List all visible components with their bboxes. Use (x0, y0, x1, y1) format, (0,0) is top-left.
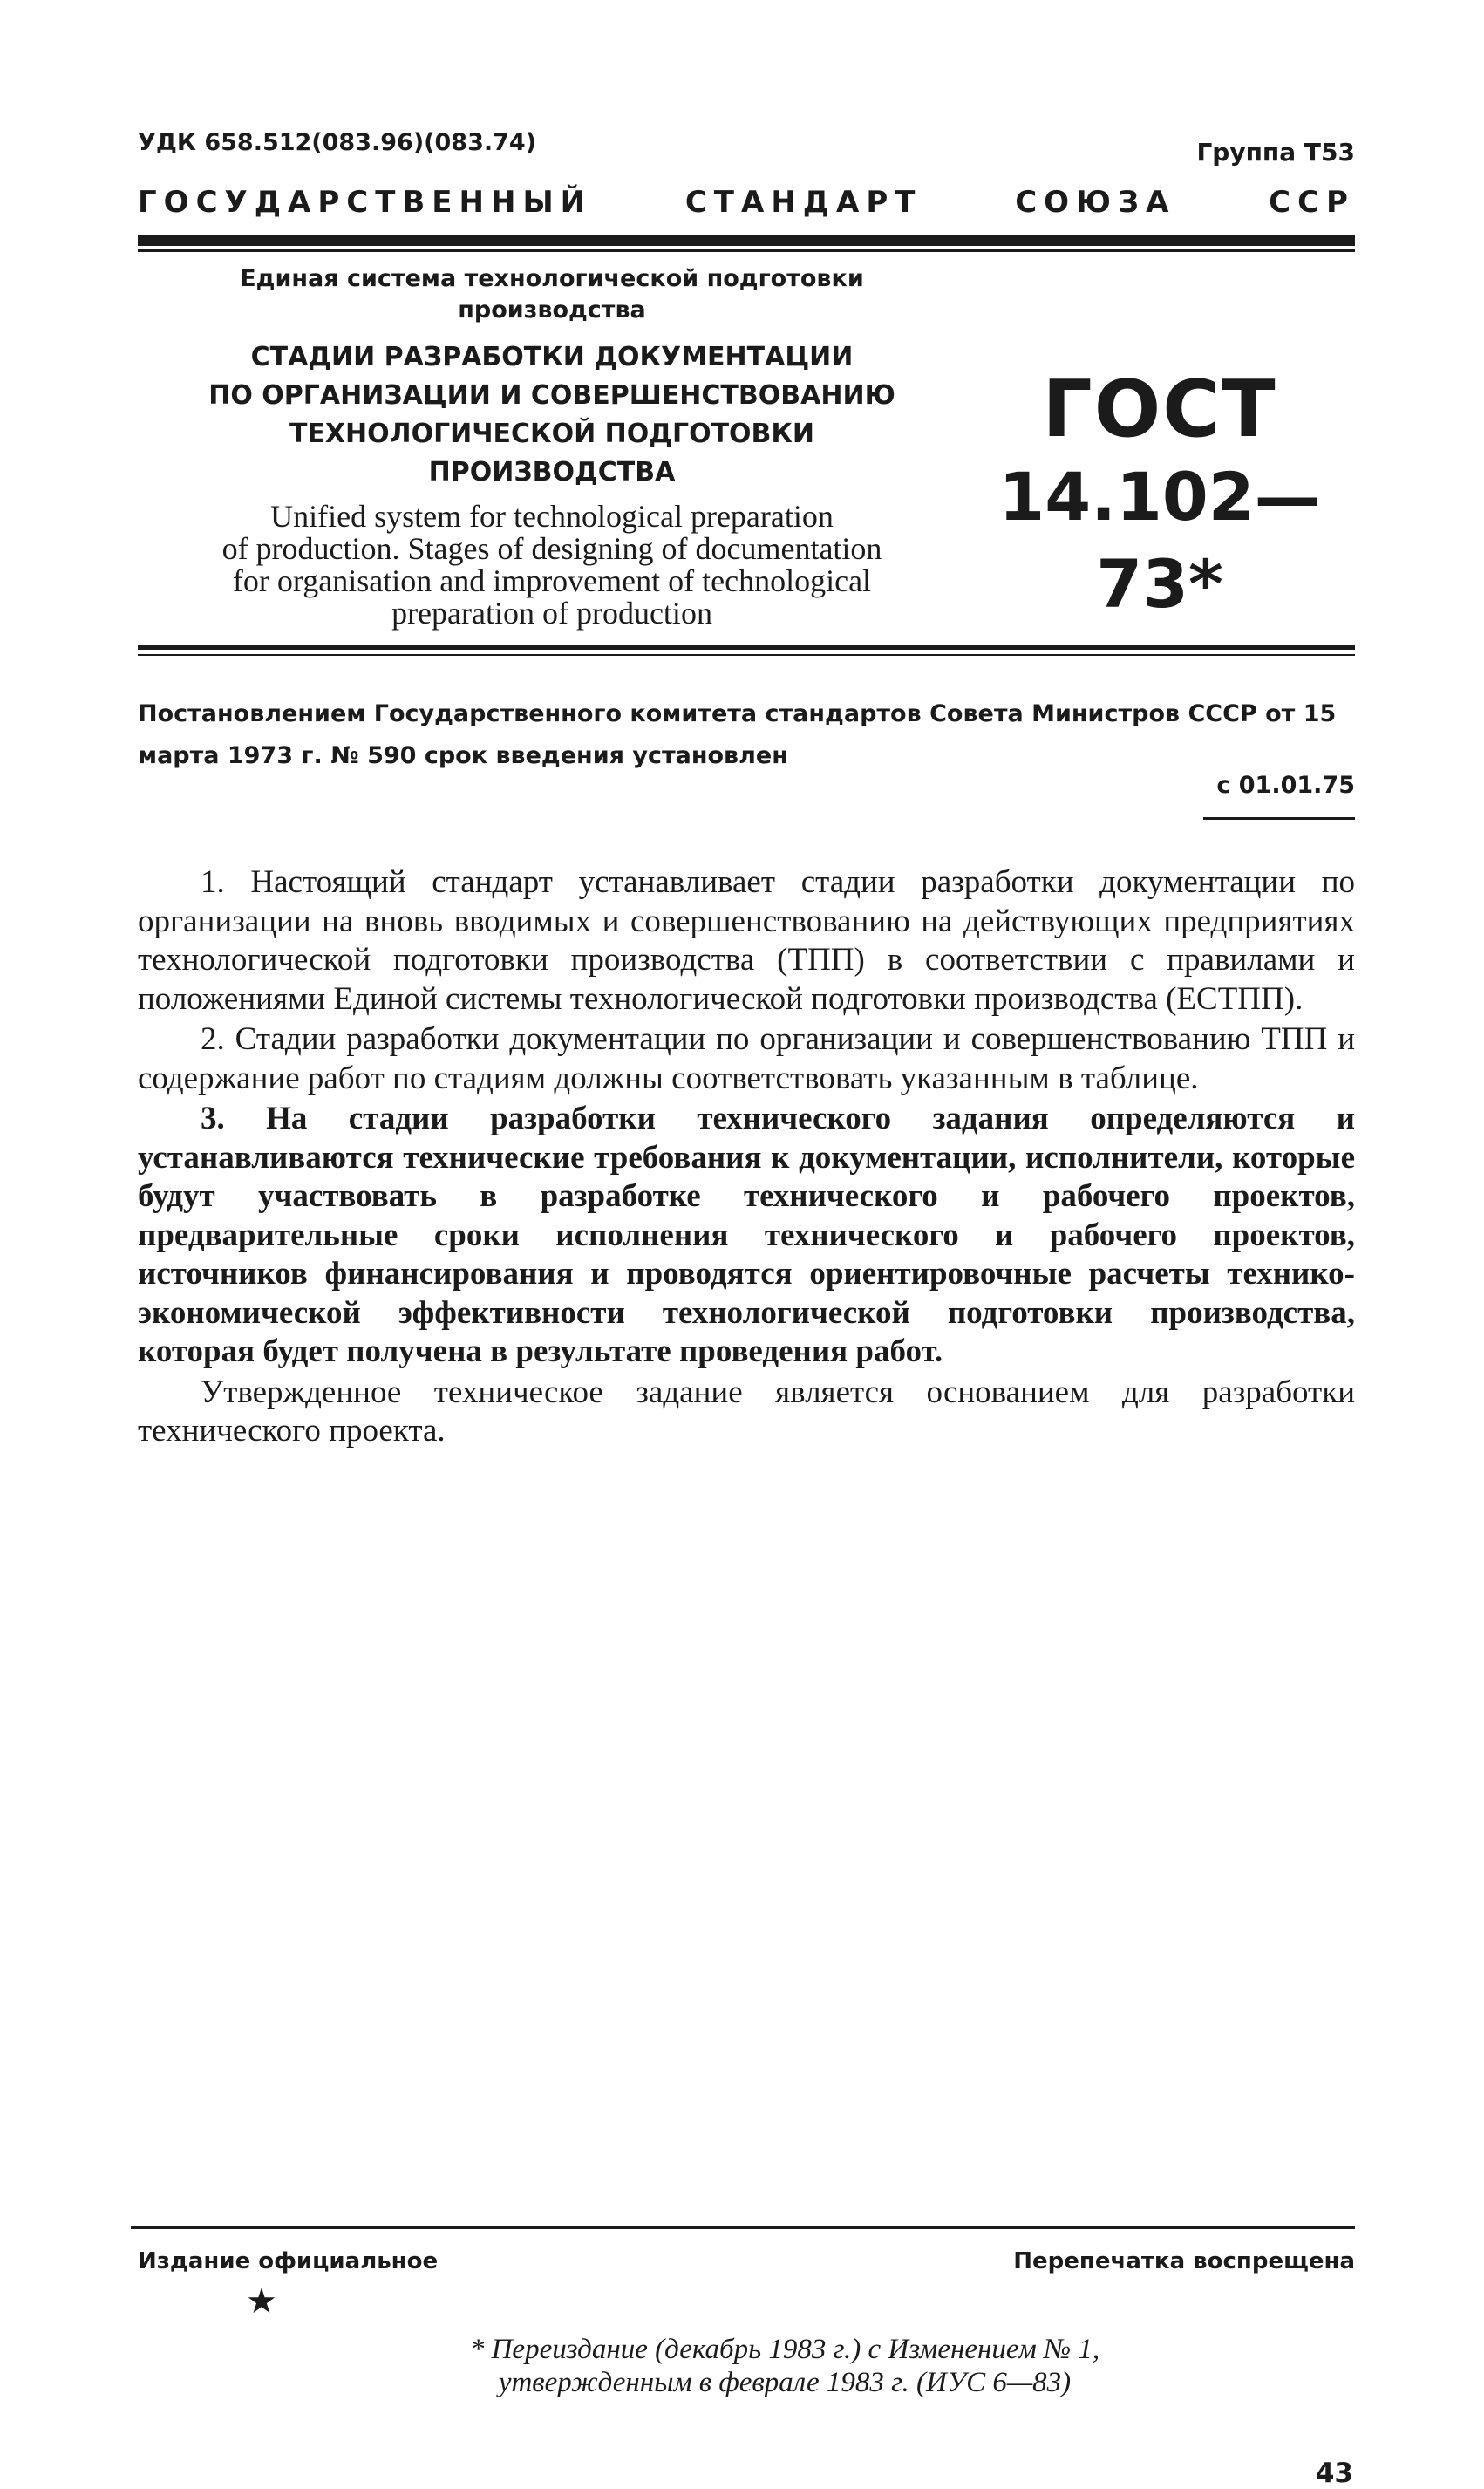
title-divider-thick (138, 645, 1355, 650)
page-number: 43 (1315, 2458, 1353, 2489)
standard-union-heading (138, 185, 1355, 220)
star-icon: ★ (246, 2281, 277, 2322)
document-body (138, 863, 1355, 1453)
date-underline (1203, 817, 1355, 820)
union-word: СОЮЗА (1015, 185, 1176, 220)
title-line: СТАДИИ РАЗРАБОТКИ ДОКУМЕНТАЦИИ (250, 342, 854, 372)
reprint-prohibited: Перепечатка воспрещена (1013, 2248, 1355, 2274)
reissue-line: * Переиздание (декабрь 1983 г.) с Изменением № 1, (469, 2334, 1100, 2365)
title-line: ТЕХНОЛОГИЧЕСКОЙ ПОДГОТОВКИ (289, 419, 815, 449)
reissue-line: утвержденным в феврале 1983 г. (ИУС 6—83) (498, 2367, 1072, 2398)
standard-series (138, 263, 966, 326)
decree-text: Постановлением Государственного комитета стандартов Совета Министров СССР от 15 марта 1973 г. № 590 срок введения установлен (138, 700, 1337, 769)
union-word: ССР (1269, 185, 1355, 220)
effective-date: с 01.01.75 (1216, 772, 1355, 799)
series-line: производства (458, 297, 646, 324)
union-word: ГОСУДАРСТВЕННЫЙ (138, 185, 593, 220)
footer-divider (131, 2226, 1355, 2229)
title-divider-thin (138, 654, 1355, 656)
gost-designation (977, 366, 1343, 628)
header-divider-thick (138, 235, 1355, 246)
reissue-note (349, 2333, 1221, 2399)
title-line: ПО ОРГАНИЗАЦИИ И СОВЕРШЕНСТВОВАНИЮ (208, 380, 895, 411)
standard-title (138, 338, 966, 492)
paragraph-3: 3. На стадии разработки технического задания определяются и устанавливаются технические требования к документации, исполнители, которые будут участвовать в разработке технического и рабочего проектов, предварительные сроки исполнения технического и рабочего проектов, источников финансирования и проводятся ориентировочные расчеты технико-экономической эффективности технологической подготовки производства, которая будет получена в результате проведения работ. (138, 1101, 1355, 1369)
english-line: Unified system for technological preparation (270, 499, 834, 534)
series-line: Единая система технологической подготовки (240, 265, 864, 292)
paragraph-1: 1. Настоящий стандарт устанавливает стадии разработки документации по организации на вновь вводимых и совершенствованию на действующих предприятиях технологической подготовки производства (ТПП) в соответствии с правилами и положениями Единой системы технологической подготовки производства (ЕСТПП). (138, 864, 1355, 1017)
official-edition: Издание официальное (138, 2248, 439, 2274)
header-divider-thin (138, 249, 1355, 252)
gost-label: ГОСТ (1042, 364, 1277, 455)
udk-code: УДК 658.512(083.96)(083.74) (138, 129, 537, 156)
union-word: СТАНДАРТ (684, 185, 922, 220)
gost-number: 14.102—73* (998, 458, 1321, 623)
english-line: preparation of production (391, 596, 712, 631)
group-code: Группа Т53 (1196, 138, 1355, 167)
paragraph-4: Утвержденное техническое задание является основанием для разработки технического проекта. (138, 1374, 1355, 1449)
english-title (138, 501, 966, 630)
english-line: of production. Stages of designing of documentation (221, 531, 882, 566)
title-line: ПРОИЗВОДСТВА (428, 457, 676, 488)
paragraph-2: 2. Стадии разработки документации по организации и совершенствованию ТПП и содержание работ по стадиям должны соответствовать указанным в таблице. (138, 1021, 1355, 1096)
english-line: for organisation and improvement of technological (232, 563, 872, 598)
